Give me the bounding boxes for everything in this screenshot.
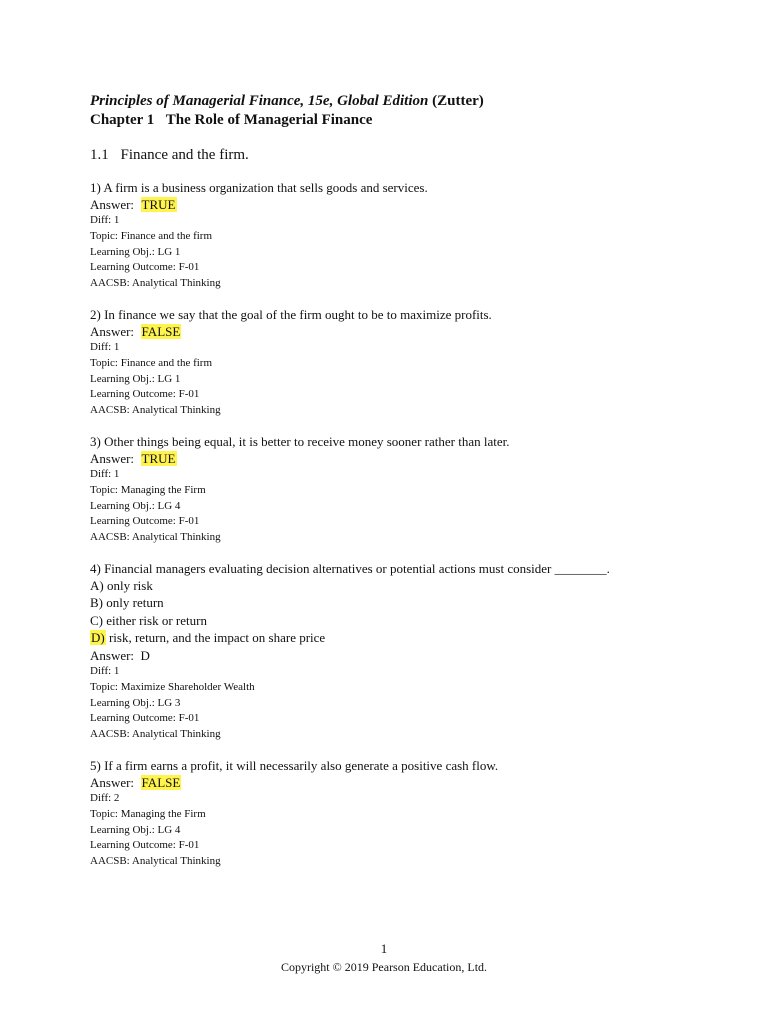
learning-outcome: Learning Outcome: F-01 <box>90 388 200 401</box>
question-text: 1) A firm is a business organization that sells goods and services. <box>90 180 428 195</box>
page-number: 1 <box>380 941 388 956</box>
learning-outcome: Learning Outcome: F-01 <box>90 515 200 528</box>
choice-letter: D) <box>91 630 105 646</box>
difficulty: Diff: 2 <box>90 791 120 804</box>
learning-objective: Learning Obj.: LG 4 <box>90 823 181 836</box>
answer-label: Answer: <box>90 197 135 212</box>
chapter-title-line <box>90 111 690 130</box>
answer-choice <box>90 629 690 647</box>
answer-label: Answer: <box>90 323 135 339</box>
answer-choice <box>90 612 690 630</box>
learning-outcome: Learning Outcome: F-01 <box>90 261 200 274</box>
choice-text: either risk or return <box>106 612 207 628</box>
choice-text: risk, return, and the impact on share price <box>108 630 326 646</box>
question-text: 2) In finance we say that the goal of the firm ought to be to maximize profits. <box>90 306 492 322</box>
question-item <box>90 560 690 743</box>
question-text: 3) Other things being equal, it is better to receive money sooner rather than later. <box>90 433 510 449</box>
book-title: Principles of Managerial Finance, 15e, Global Edition <box>90 93 429 109</box>
choice-text: only return <box>106 595 164 611</box>
book-title-line <box>90 92 690 111</box>
difficulty: Diff: 1 <box>90 664 120 677</box>
answer-value: TRUE <box>141 450 176 466</box>
section-heading <box>90 146 690 165</box>
answer-line <box>90 450 690 467</box>
answer-line <box>90 647 690 664</box>
choice-letter: C) <box>90 612 103 628</box>
answer-line <box>90 196 690 213</box>
learning-outcome: Learning Outcome: F-01 <box>90 839 200 852</box>
topic: Topic: Managing the Firm <box>90 483 206 496</box>
answer-choice <box>90 594 690 612</box>
topic: Topic: Finance and the firm <box>90 229 213 242</box>
aacsb-tag: AACSB: Analytical Thinking <box>90 531 221 544</box>
aacsb-tag: AACSB: Analytical Thinking <box>90 855 221 868</box>
aacsb-tag: AACSB: Analytical Thinking <box>90 404 221 417</box>
chapter-number: Chapter 1 <box>90 112 155 128</box>
chapter-title: The Role of Managerial Finance <box>165 112 373 128</box>
question-text: 4) Financial managers evaluating decision alternatives or potential actions must consider ________. <box>90 560 610 576</box>
learning-objective: Learning Obj.: LG 1 <box>90 372 181 385</box>
book-author: (Zutter) <box>432 93 484 109</box>
learning-objective: Learning Obj.: LG 3 <box>90 696 181 709</box>
answer-value: FALSE <box>141 774 181 790</box>
answer-line <box>90 774 690 791</box>
topic: Topic: Finance and the firm <box>90 356 213 369</box>
answer-choice <box>90 577 690 595</box>
page-content <box>90 92 690 870</box>
answer-value: FALSE <box>141 323 181 339</box>
aacsb-tag: AACSB: Analytical Thinking <box>90 728 221 741</box>
question-item <box>90 433 690 546</box>
learning-objective: Learning Obj.: LG 4 <box>90 499 181 512</box>
section-number: 1.1 <box>90 147 109 163</box>
question-list <box>90 179 690 870</box>
answer-line <box>90 323 690 340</box>
answer-label: Answer: <box>90 774 135 790</box>
answer-value: D <box>140 647 150 663</box>
question-item <box>90 179 690 292</box>
topic: Topic: Maximize Shareholder Wealth <box>90 680 255 693</box>
difficulty: Diff: 1 <box>90 467 120 480</box>
section-title: Finance and the firm. <box>120 147 249 163</box>
answer-label: Answer: <box>90 647 135 663</box>
topic: Topic: Managing the Firm <box>90 807 206 820</box>
difficulty: Diff: 1 <box>90 214 120 226</box>
answer-value: TRUE <box>141 197 176 212</box>
copyright-notice: Copyright © 2019 Pearson Education, Ltd. <box>280 960 488 974</box>
question-item <box>90 757 690 870</box>
choice-text: only risk <box>106 577 153 593</box>
learning-outcome: Learning Outcome: F-01 <box>90 712 200 725</box>
choice-letter: A) <box>90 577 104 593</box>
aacsb-tag: AACSB: Analytical Thinking <box>90 277 221 290</box>
choice-letter: B) <box>90 595 103 611</box>
difficulty: Diff: 1 <box>90 340 120 353</box>
question-text: 5) If a firm earns a profit, it will necessarily also generate a positive cash flow. <box>90 757 499 773</box>
answer-label: Answer: <box>90 450 135 466</box>
question-item <box>90 306 690 419</box>
learning-objective: Learning Obj.: LG 1 <box>90 245 181 258</box>
